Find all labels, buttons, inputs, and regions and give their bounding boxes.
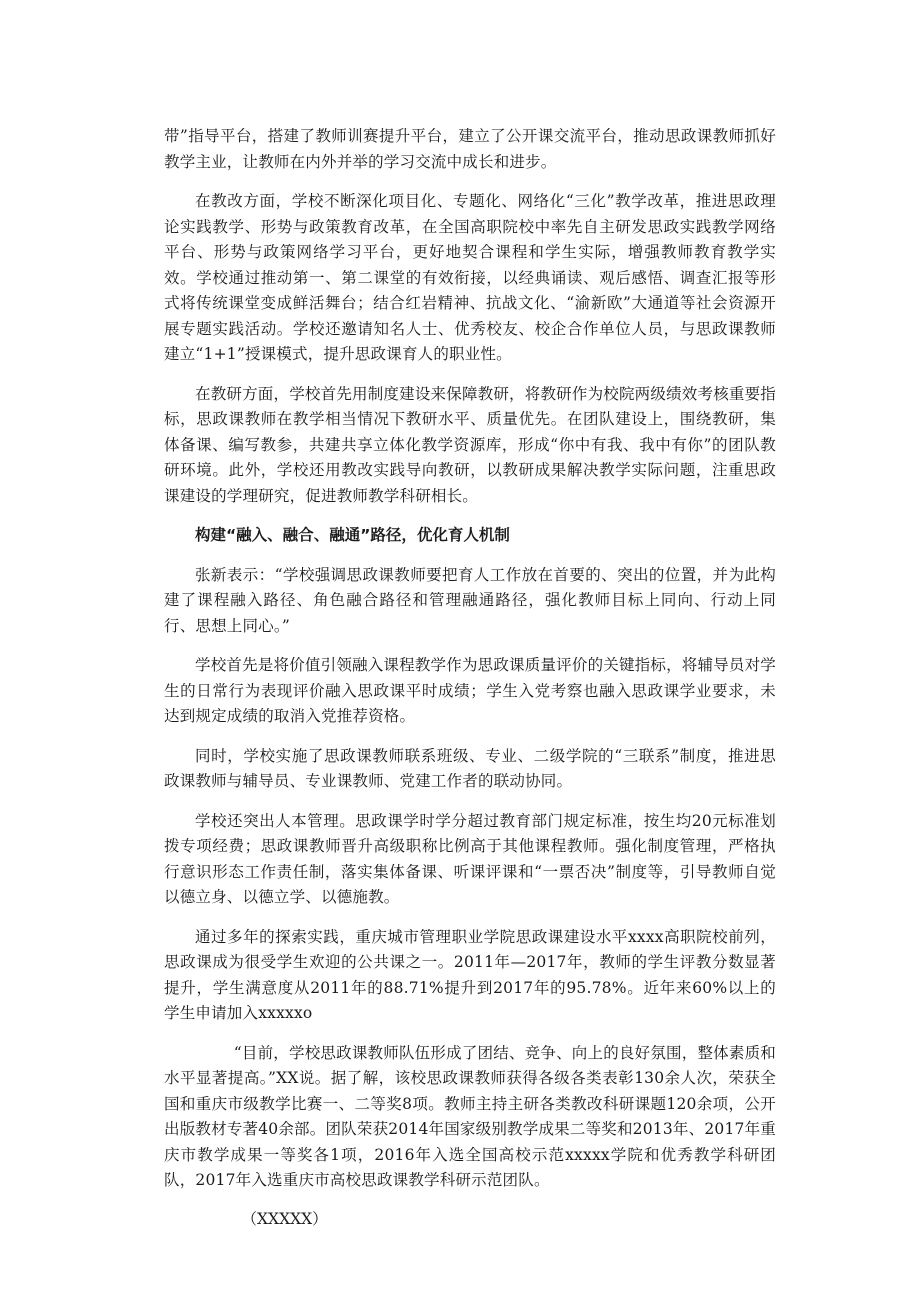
paragraph-teaching-research: 在教研方面，学校首先用制度建设来保障教研，将教研作为校院两级绩效考核重要指标，思政课教师在教学相当情况下教研水平、质量优先。在团队建设上，围绕教研，集体备课、编写教参，共建共享立体化教学资源库，形成“你中有我、我中有你”的团队教研环境。此外，学校还用教改实践导向教研，以教研成果解决教学实际问题，注重思政课建设的学理研究，促进教师教学科研相长。 [164,384,776,505]
paragraph-value-guidance: 学校首先是将价值引领融入课程教学作为思政课质量评价的关键指标，将辅导员对学生的日常行为表现评价融入思政课平时成绩；学生入党考察也融入思政课学业要求，未达到规定成绩的取消入党推荐资格。 [164,656,776,725]
paragraph-quote: 张新表示：“学校强调思政课教师要把育人工作放在首要的、突出的位置，并为此构建了课程融入路径、角色融合路径和管理融通路径，强化教师目标上同向、行动上同行、思想上同心。” [164,565,776,635]
paragraph-management: 学校还突出人本管理。思政课学时学分超过教育部门规定标准，按生均20元标准划拨专项经费；思政课教师晋升高级职称比例高于其他课程教师。强化制度管理，严格执行意识形态工作责任制，落实集体备课、听课评课和“一票否决”制度等，引导教师自觉以德立身、以德立学、以德施教。 [164,811,776,906]
paragraph-three-links: 同时，学校实施了思政课教师联系班级、专业、二级学院的“三联系”制度，推进思政课教师与辅导员、专业课教师、党建工作者的联动协同。 [164,746,776,790]
document-page [164,124,776,1232]
paragraph-results: 通过多年的探索实践，重庆城市管理职业学院思政课建设水平xxxx高职院校前列，思政课成为很受学生欢迎的公共课之一。2011年—2017年，教师的学生评教分数显著提升，学生满意度从2011年的88.71%提升到2017年的95.78%。近年来60%以上的学生申请加入xxxxxo [164,927,776,1022]
paragraph-teaching-reform: 在教改方面，学校不断深化项目化、专题化、网络化“三化”教学改革，推进思政理论实践教学、形势与政策教育改革，在全国高职院校中率先自主研发思政实践教学网络平台、形势与政策网络学习平台，更好地契合课程和学生实际，增强教师教育教学实效。学校通过推动第一、第二课堂的有效衔接，以经典诵读、观后感悟、调查汇报等形式将传统课堂变成鲜活舞台；结合红岩精神、抗战文化、“渝新欧”大通道等社会资源开展专题实践活动。学校还邀请知名人士、优秀校友、校企合作单位人员，与思政课教师建立“1+1”授课模式，提升思政课育人的职业性。 [164,192,776,363]
paragraph-achievements: “目前，学校思政课教师队伍形成了团结、竞争、向上的良好氛围，整体素质和水平显著提高。”XX说。据了解，该校思政课教师获得各级各类表彰130余人次，荣获全国和重庆市级教学比赛一、二等奖8项。教师主持主研各类教改科研课题120余项，公开出版教材专著40余部。团队荣获2014年国家级别教学成果二等奖和2013年、2017年重庆市教学成果一等奖各1项，2016年入选全国高校示范xxxxx学院和优秀教学科研团队，2017年入选重庆市高校思政课教学科研示范团队。 [164,1043,776,1189]
paragraph-platforms: 带”指导平台，搭建了教师训赛提升平台，建立了公开课交流平台，推动思政课教师抓好教学主业，让教师在内外并举的学习交流中成长和进步。 [164,127,776,171]
source-note: （XXXXX） [241,1209,328,1228]
section-heading: 构建“融入、融合、融通”路径，优化育人机制 [195,526,510,544]
